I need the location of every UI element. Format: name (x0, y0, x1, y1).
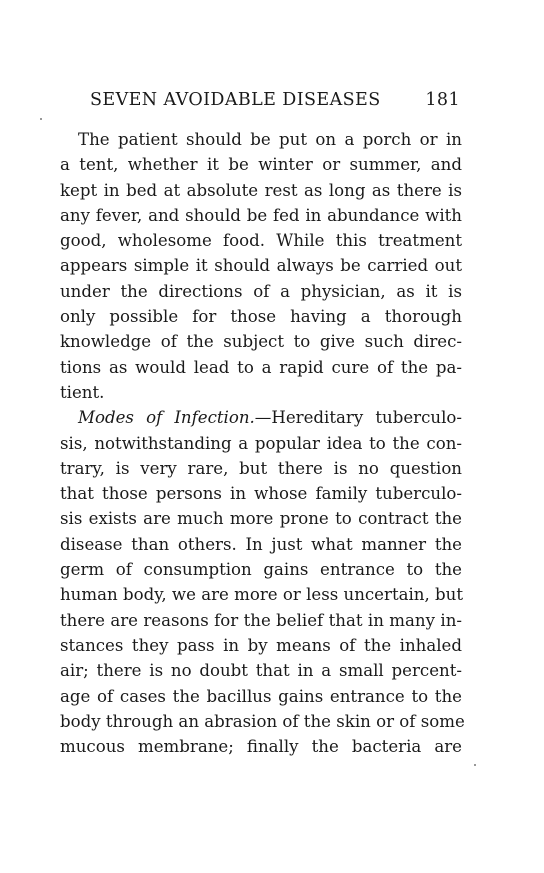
body-text (60, 127, 465, 759)
text-line: body through an abrasion of the skin or of some (60, 711, 465, 731)
text-line: a tent, whether it be winter or summer, and (60, 155, 462, 175)
text-line: that those persons in whose family tuberculo- (60, 484, 462, 504)
text-line: kept in bed at absolute rest as long as there is (60, 180, 462, 200)
text-line: mucous membrane; finally the bacteria are (60, 737, 462, 757)
scan-speck (474, 764, 476, 766)
scan-speck (40, 118, 42, 120)
text-line: trary, is very rare, but there is no question (60, 458, 462, 478)
page-number: 181 (425, 90, 460, 110)
text-line: there are reasons for the belief that in many in- (60, 610, 462, 630)
text-line: germ of consumption gains entrance to the (60, 560, 462, 580)
text-line: sis, notwithstanding a popular idea to the con- (60, 433, 462, 453)
text-line: only possible for those having a thorough (60, 307, 462, 327)
text-line: sis exists are much more prone to contract the (60, 509, 462, 529)
paragraph-heading-line (60, 405, 462, 430)
text-line: any fever, and should be fed in abundance with (60, 205, 462, 225)
text-line: under the directions of a physician, as it is (60, 281, 462, 301)
text-line: The patient should be put on a porch or in (78, 130, 462, 149)
text-line: good, wholesome food. While this treatment (60, 231, 462, 251)
text-line: age of cases the bacillus gains entrance to the (60, 686, 462, 706)
text-line: human body, we are more or less uncertain, but (60, 585, 464, 605)
text-line: stances they pass in by means of the inhaled (60, 635, 462, 655)
text-line: knowledge of the subject to give such direc- (60, 332, 462, 352)
text-line: appears simple it should always be carried out (60, 256, 462, 276)
text-line: tient. (60, 382, 105, 402)
text-line: tions as would lead to a rapid cure of the pa- (60, 357, 462, 377)
running-head (90, 90, 460, 114)
text-line: air; there is no doubt that in a small percent- (60, 661, 462, 681)
text-line: disease than others. In just what manner the (60, 534, 462, 554)
running-head-title: SEVEN AVOIDABLE DISEASES (90, 90, 381, 110)
heading-line-text: —Hereditary tuberculo- (254, 408, 462, 428)
section-heading: Modes of Infection. (78, 408, 255, 428)
